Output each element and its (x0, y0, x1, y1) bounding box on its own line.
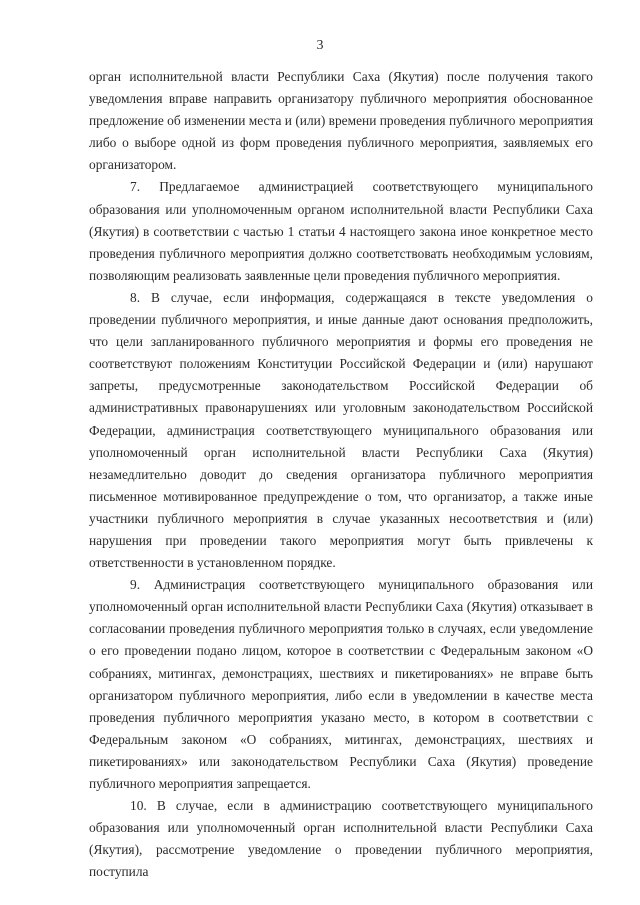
paragraph-continued: орган исполнительной власти Республики Саха (Якутия) после получения такого уведомления вправе направить организатору публичного мероприятия обоснованное предложение об изменении места и (или) времени проведения публичного мероприятия либо о выборе одной из форм проведения публичного мероприятия, заявляемых его организатором. (89, 69, 593, 173)
paragraph-9: 9. Администрация соответствующего муниципального образования или уполномоченный орган исполнительной власти Республики Саха (Якутия) отказывает в согласовании проведения публичного мероприятия только в случаях, если уведомление о его проведении подано лицом, которое в соответствии с Федеральным законом «О собраниях, митингах, демонстрациях, шествиях и пикетированиях» не вправе быть организатором публичного мероприятия, либо если в уведомлении в качестве места проведения публичного мероприятия указано место, в котором в соответствии с Федеральным законом «О собраниях, митингах, демонстрациях, шествиях и пикетированиях» или законодательством Республики Саха (Якутия) проведение публичного мероприятия запрещается. (89, 577, 593, 791)
page-number: 3 (316, 38, 324, 53)
paragraph-8: 8. В случае, если информация, содержащаяся в тексте уведомления о проведении публичного мероприятия, и иные данные дают основания предположить, что цели запланированного публичного мероприятия и формы его проведения не соответствуют положениям Конституции Российской Федерации и (или) нарушают запреты, предусмотренные законодательством Российской Федерации об административных правонарушениях или уголовным законодательством Российской Федерации, администрация соответствующего муниципального образования или уполномоченный орган исполнительной власти Республики Саха (Якутия) незамедлительно доводит до сведения организатора публичного мероприятия письменное мотивированное предупреждение о том, что организатор, а также иные участники публичного мероприятия в случае указанных несоответствия и (или) нарушения при проведении такого мероприятия могут быть привлечены к ответственности в установленном порядке. (89, 289, 593, 571)
paragraph-7: 7. Предлагаемое администрацией соответствующего муниципального образования или уполномоченным органом исполнительной власти Республики Саха (Якутия) в соответствии с частью 1 статьи 4 настоящего закона иное конкретное место проведения публичного мероприятия должно соответствовать необходимым условиям, позволяющим реализовать заявленные цели проведения публичного мероприятия. (89, 179, 593, 283)
document-body (89, 66, 593, 883)
paragraph-10: 10. В случае, если в администрацию соответствующего муниципального образования или уполномоченный орган исполнительной власти Республики Саха (Якутия), рассмотрение уведомление о проведении публичного мероприятия, поступила (89, 798, 593, 880)
